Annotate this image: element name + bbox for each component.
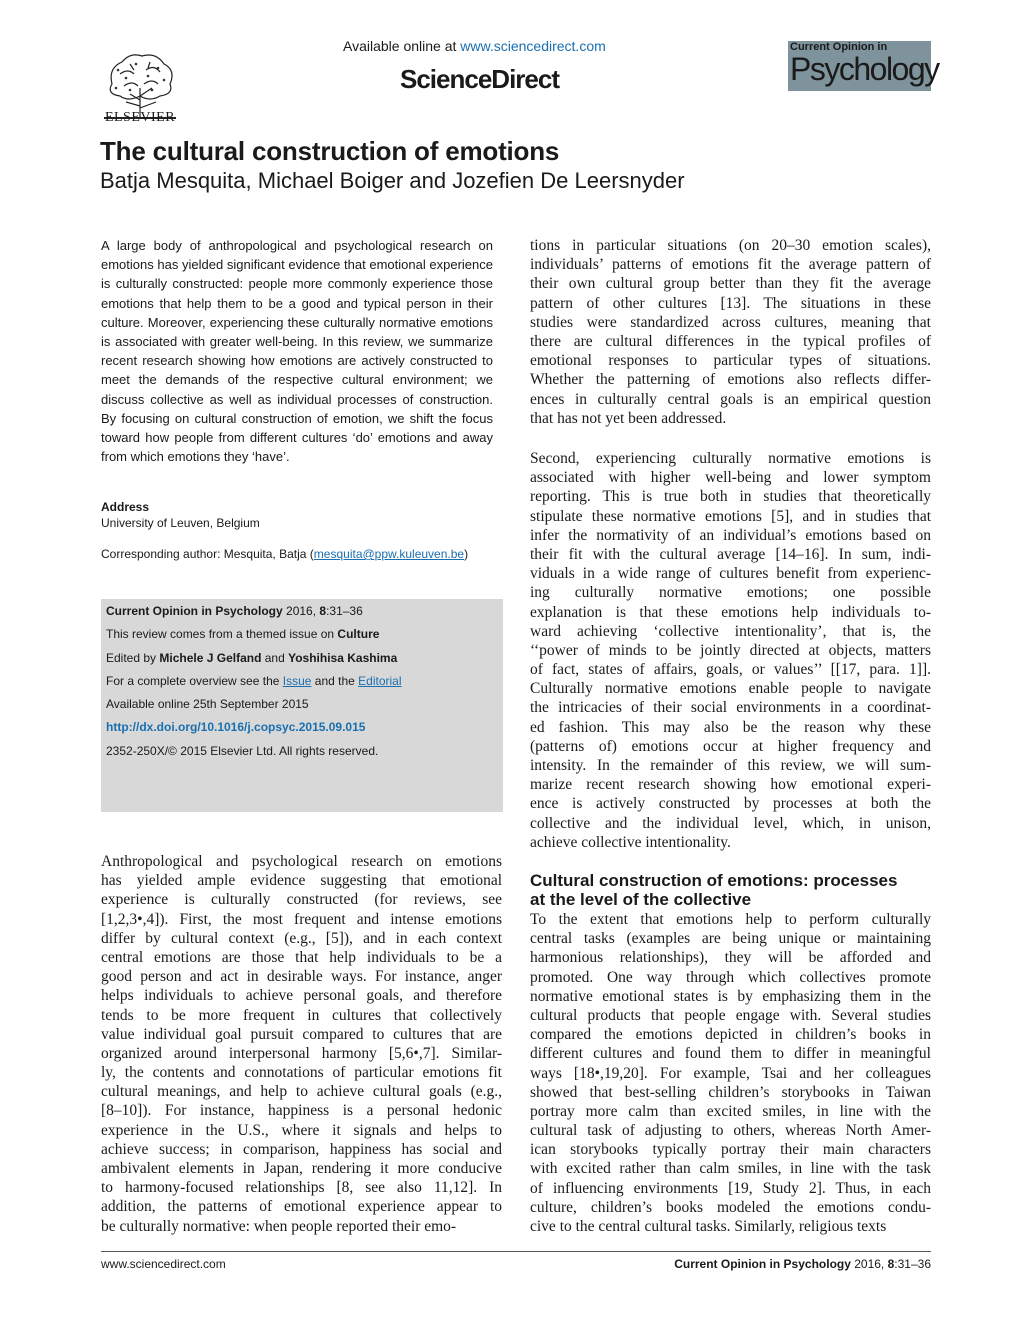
info-and: and bbox=[261, 651, 289, 665]
text-line: intensity. In the remainder of this review, we will sum- bbox=[530, 757, 931, 774]
text-line: ed fashion. This may also be the reason why these bbox=[530, 718, 931, 736]
text-line: to harmony-focused relationships [8, see also 11,12]. In bbox=[101, 1179, 502, 1197]
text-line: ‘‘power of minds to be jointly directed at objects, matters bbox=[530, 641, 931, 659]
address-value: University of Leuven, Belgium bbox=[101, 516, 260, 530]
body-column-right-para-1 bbox=[530, 236, 931, 428]
text-line: stipulate these normative emotions [5], and in studies that bbox=[530, 507, 931, 525]
text-line: central tasks (examples are being unique or maintaining bbox=[530, 930, 931, 948]
doi-link[interactable]: http://dx.doi.org/10.1016/j.copsyc.2015.09.015 bbox=[106, 720, 366, 734]
footer-url: www.sciencedirect.com bbox=[101, 1257, 226, 1271]
info-edited-prefix: Edited by bbox=[106, 651, 160, 665]
text-line: ways [18•,19,20]. For example, Tsai and her colleagues bbox=[530, 1064, 931, 1082]
section-heading bbox=[530, 871, 931, 909]
text-line: good person and act in desirable ways. For instance, anger bbox=[101, 968, 502, 986]
available-prefix: Available online at bbox=[343, 38, 461, 54]
abstract: A large body of anthropological and psychological research on emotions has yielded significant evidence that emotional experience is culturally constructed: people more commonly experience those emotions that help them to be a good and typical person in their culture. Moreover, experiencing these culturally normative emotions is associated with greater well-being. In this review, we summarize recent research showing how emotions are actively constructed to meet the demands of the respective cultural environment; we discuss collective as well as individual processes of construction. By focusing on cultural construction of emotion, we shift the focus toward how people from different cultures ‘do’ emotions and away from which emotions they ‘have’. bbox=[101, 238, 493, 465]
text-line: compared the emotions depicted in children’s books in bbox=[530, 1026, 931, 1044]
available-online bbox=[343, 38, 606, 54]
text-line: ly, the contents and connotations of particular emotions fit bbox=[101, 1064, 502, 1082]
text-line: ican storybooks typically portray their main characters bbox=[530, 1141, 931, 1159]
editorial-link[interactable]: Editorial bbox=[358, 674, 402, 688]
text-line: that has not yet been addressed. bbox=[530, 409, 727, 427]
address-heading: Address bbox=[101, 500, 150, 514]
text-line: portray more calm than excited smiles, in line with the bbox=[530, 1102, 931, 1120]
text-line: the intricacies of their social environments in a coordinat- bbox=[530, 699, 931, 717]
text-line: organized around interpersonal harmony [5,6•,7]. Similar- bbox=[101, 1044, 502, 1062]
text-line: culture, children’s books modeled the emotions condu- bbox=[530, 1198, 931, 1216]
article-info-box bbox=[101, 599, 503, 812]
footer-journal: Current Opinion in Psychology bbox=[674, 1257, 851, 1271]
journal-logo-top: Current Opinion in bbox=[790, 41, 888, 53]
corresponding-prefix: Corresponding author: Mesquita, Batja ( bbox=[101, 547, 314, 561]
text-line: collective and the individual level, which, in unison, bbox=[530, 814, 931, 832]
body-column-left bbox=[101, 852, 502, 1236]
text-line: Anthropological and psychological research on emotions bbox=[101, 853, 502, 870]
text-line: normative emotional states is by emphasizing them in the bbox=[530, 987, 931, 1005]
text-line: of influencing environments [19, Study 2]. Thus, in each bbox=[530, 1179, 931, 1197]
text-line: viduals in a wide range of cultures benefit from experienc- bbox=[530, 565, 931, 583]
text-line: pattern of other cultures [13]. The situations in these bbox=[530, 294, 931, 312]
text-line: cultural meanings, and help to achieve cultural goals (e.g., bbox=[101, 1083, 502, 1101]
text-line: associated with higher well-being and lower symptom bbox=[530, 469, 931, 487]
text-line: To the extent that emotions help to perform culturally bbox=[530, 911, 931, 928]
info-pages: :31–36 bbox=[326, 604, 363, 618]
text-line: [8–10]). For instance, happiness is a personal hedonic bbox=[101, 1102, 502, 1120]
author-email-link[interactable]: mesquita@ppw.kuleuven.be bbox=[313, 547, 465, 561]
text-line: reporting. This is true both in studies that theoretically bbox=[530, 488, 931, 506]
text-line: experience in the U.S., where it signals and helps to bbox=[101, 1121, 502, 1139]
text-line: [1,2,3•,4]). First, the most frequent and intense emotions bbox=[101, 910, 502, 928]
journal-logo-name: Psychology bbox=[790, 51, 939, 87]
corresponding-suffix: ) bbox=[464, 547, 469, 561]
text-line: ambivalent elements in Japan, rendering it more conducive bbox=[101, 1160, 502, 1177]
info-journal: Current Opinion in Psychology bbox=[106, 604, 283, 618]
sciencedirect-link[interactable]: www.sciencedirect.com bbox=[460, 38, 606, 54]
text-line: Culturally normative emotions enable people to navigate bbox=[530, 680, 931, 698]
info-volume: 8 bbox=[319, 604, 327, 618]
text-line: individuals’ patterns of emotions fit the average pattern of bbox=[530, 256, 931, 274]
publisher-wordmark: ELSEVIER bbox=[104, 110, 176, 125]
text-line: has yielded ample evidence suggesting that emotional bbox=[101, 872, 502, 890]
text-line: be culturally normative: when people reported their emo- bbox=[101, 1217, 457, 1235]
text-line: promoted. One way through which collectives promote bbox=[530, 968, 931, 986]
footer-year: 2016, bbox=[850, 1257, 888, 1271]
info-editor-2: Yoshihisa Kashima bbox=[288, 651, 398, 665]
article-authors: Batja Mesquita, Michael Boiger and Jozefien De Leersnyder bbox=[100, 168, 685, 193]
text-line: achieve collective intentionality. bbox=[530, 833, 731, 851]
text-line: of fact, states of affairs, goals, or values’’ [[17, para. 1]]. bbox=[530, 661, 931, 679]
info-theme-name: Culture bbox=[337, 627, 380, 641]
text-line: infer the normativity of an individual’s emotions based on bbox=[530, 526, 931, 544]
journal-logo bbox=[788, 41, 939, 91]
text-line: Second, experiencing culturally normative emotions is bbox=[530, 450, 931, 467]
text-line: emotional responses to particular types of situations. bbox=[530, 352, 931, 370]
text-line: ward achieving ‘collective intentionality’, that is, the bbox=[530, 622, 931, 640]
text-line: there are cultural differences in the typical profiles of bbox=[530, 332, 931, 350]
footer-volume: 8 bbox=[887, 1257, 895, 1271]
info-overview bbox=[106, 674, 402, 688]
text-line: showed that best-selling children’s storybooks in Taiwan bbox=[530, 1083, 931, 1101]
text-line: addition, the patterns of emotional experience appear to bbox=[101, 1198, 502, 1216]
issue-link[interactable]: Issue bbox=[282, 674, 312, 688]
text-line: explanation is that these emotions help individuals to- bbox=[530, 603, 931, 621]
text-line: ence is actively constructed by processes at both the bbox=[530, 795, 931, 813]
text-line: cultural products that people engage with. Several studies bbox=[530, 1006, 931, 1024]
footer-rule bbox=[101, 1251, 931, 1252]
text-line: helps individuals to achieve personal goals, and therefore bbox=[101, 987, 502, 1005]
info-citation bbox=[106, 604, 363, 618]
body-column-right-para-2 bbox=[530, 449, 931, 852]
section-heading-line-1: Cultural construction of emotions: processes bbox=[530, 871, 898, 890]
footer-pages: :31–36 bbox=[894, 1257, 931, 1271]
sciencedirect-brand: ScienceDirect bbox=[400, 64, 559, 94]
text-line: tions in particular situations (on 20–30 emotion scales), bbox=[530, 237, 931, 254]
body-column-right-para-3 bbox=[530, 910, 931, 1236]
text-line: marize recent research showing how emotional experi- bbox=[530, 776, 931, 794]
text-line: tends to be more frequent in cultures that collectively bbox=[101, 1006, 502, 1024]
text-line: studies were standardized across cultures, meaning that bbox=[530, 313, 931, 331]
info-available: Available online 25th September 2015 bbox=[106, 697, 309, 711]
article-title: The cultural construction of emotions bbox=[100, 136, 560, 166]
info-theme-prefix: This review comes from a themed issue on bbox=[106, 627, 338, 641]
text-line: value individual goal pursuit compared to cultures that are bbox=[101, 1025, 502, 1043]
text-line: experience is culturally constructed (for reviews, see bbox=[101, 891, 502, 909]
text-line: central emotions are those that help individuals to be a bbox=[101, 948, 502, 966]
text-line: ences in culturally central goals is an empirical question bbox=[530, 390, 931, 408]
info-copyright: 2352-250X/© 2015 Elsevier Ltd. All rights reserved. bbox=[106, 744, 379, 758]
info-year: 2016, bbox=[282, 604, 320, 618]
text-line: differ by cultural context (e.g., [5]), and in each context bbox=[101, 929, 502, 947]
text-line: ing culturally normative emotions; one possible bbox=[530, 584, 931, 602]
text-line: Whether the patterning of emotions also reflects differ- bbox=[530, 371, 931, 389]
corresponding-author bbox=[101, 547, 468, 561]
section-heading-line-2: at the level of the collective bbox=[530, 890, 752, 909]
text-line: cultural task of adjusting to others, whereas North Amer- bbox=[530, 1122, 931, 1140]
info-theme bbox=[106, 627, 379, 641]
info-doi-row bbox=[106, 720, 365, 734]
footer-citation bbox=[674, 1257, 931, 1271]
text-line: with excited rather than calm smiles, in line with the task bbox=[530, 1160, 931, 1178]
text-line: cive to the central cultural tasks. Similarly, religious texts bbox=[530, 1218, 887, 1235]
text-line: achieve success; in comparison, happiness has social and bbox=[101, 1140, 502, 1158]
text-line: their fit with the cultural average [14–16]. In sum, indi- bbox=[530, 545, 931, 563]
text-line: different cultures and found them to differ in meaningful bbox=[530, 1045, 931, 1063]
info-editors bbox=[106, 651, 397, 665]
info-overview-mid: and the bbox=[311, 674, 359, 688]
text-line: harmonious relationships), they will be afforded and bbox=[530, 949, 931, 967]
info-overview-prefix: For a complete overview see the bbox=[106, 674, 283, 688]
info-editor-1: Michele J Gelfand bbox=[159, 651, 262, 665]
text-line: their own cultural group better than they fit the average bbox=[530, 275, 931, 293]
text-line: (patterns of) emotions occur at higher frequency and bbox=[530, 737, 931, 755]
